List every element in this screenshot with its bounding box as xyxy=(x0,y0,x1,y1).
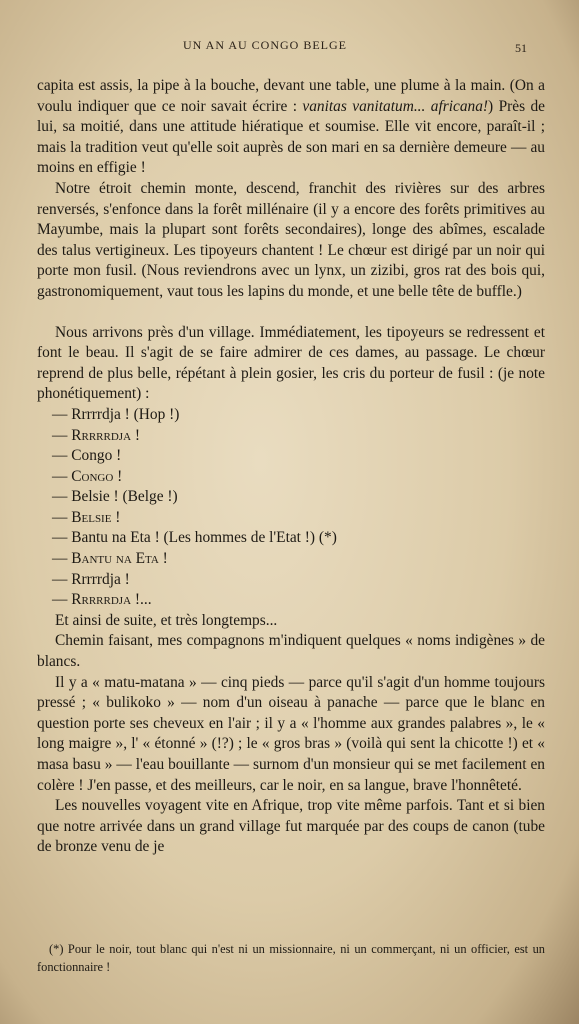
page-number: 51 xyxy=(515,41,527,55)
paragraph: Notre étroit chemin monte, descend, franchit des rivières sur des arbres renversés, s'enfonce dans la forêt millénaire (il y a encore des forêts primitives au Mayumbe, mais la plupart sont forêts secondaires), longe des abîmes, escalade des talus vertigineux. Les tipoyeurs chantent ! Le chœur est dirigé par un noir qui porte mon fusil. (Nous reviendrons avec un lynx, un zizibi, gros rat des bois qui, gastronomiquement, vaut tous les lapins du monde, et une belle tête de buffle.) xyxy=(37,179,545,300)
body-text xyxy=(37,76,545,858)
paragraph: Les nouvelles voyagent vite en Afrique, trop vite même parfois. Tant et si bien que notre arrivée dans un grand village fut marquée par des coups de canon (tube de bronze venu de je xyxy=(37,797,545,856)
dialogue-line: — Belsie ! xyxy=(52,508,121,526)
paragraph: Nous arrivons près d'un village. Immédiatement, les tipoyeurs se redressent et font le beau. Il s'agit de se faire admirer de ces dames, au passage. Le chœur reprend de plus belle, répétant à plein gosier, les cris du porteur de fusil : (je note phonétiquement) : xyxy=(37,323,545,403)
paragraph: Et ainsi de suite, et très longtemps... xyxy=(55,611,278,629)
dialogue-line: — Rrrrrdja ! xyxy=(52,426,140,444)
dialogue-line: — Bantu na Eta ! (Les hommes de l'Etat !) (*) xyxy=(52,529,337,547)
dialogue-line: — Belsie ! (Belge !) xyxy=(52,488,178,506)
dialogue-line: — Rrrrrdja ! xyxy=(52,570,130,588)
dialogue-line: — Congo ! xyxy=(52,467,123,485)
paragraph: Il y a « matu-matana » — cinq pieds — parce qu'il s'agit d'un homme toujours pressé ; « bulikoko » — nom d'un oiseau à panache — parce que le blanc en question porte ses cheveux en l'air ; il y a « l'homme aux grandes palabres », le « long maigre », l' « étonné » (!?) ; le « gros bras » (voilà qui sent la chicotte !) et « masa basu » — l'eau bouillante — surnom d'un monsieur qui se met facilement en colère ! J'en passe, et des meilleurs, car le noir, en sa langue, brave l'honnêteté. xyxy=(37,673,545,794)
latin-quote: vanitas vanitatum... africana! xyxy=(302,97,489,115)
paragraph-text: ) Près de lui, sa moitié, dans une attitude hiératique et soumise. Elle vit encore, paraît-il ; mais la tradition veut qu'elle soit auprès de son mari en sa dernière demeure — au moins en effigie ! xyxy=(37,97,546,177)
paragraph-text: capita est assis, la pipe à la bouche, devant une table, une plume à la main. (On a voulu indiquer que ce noir savait écrire : xyxy=(37,77,545,115)
paragraph-continued xyxy=(37,76,545,179)
dialogue-line: — Congo ! xyxy=(52,447,122,465)
running-title: UN AN AU CONGO BELGE xyxy=(183,38,347,52)
footnote: (*) Pour le noir, tout blanc qui n'est ni un missionnaire, ni un commerçant, ni un officier, est un fonctionnaire ! xyxy=(37,942,545,974)
dialogue-line: — Bantu na Eta ! xyxy=(52,550,168,568)
paragraph: Chemin faisant, mes compagnons m'indiquent quelques « noms indigènes » de blancs. xyxy=(37,632,545,671)
dialogue-line: — Rrrrrdja !... xyxy=(52,591,152,609)
dialogue-line: — Rrrrrdja ! (Hop !) xyxy=(52,405,180,423)
